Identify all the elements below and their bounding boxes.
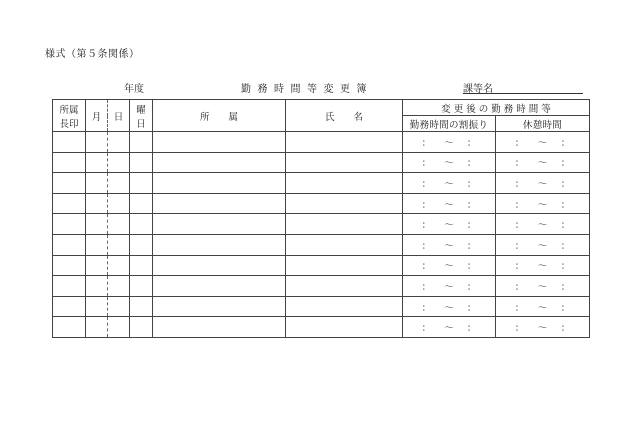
break-time-cell-range (496, 258, 589, 272)
time-colon: ： (514, 261, 525, 273)
work-time-cell[interactable] (403, 317, 496, 338)
break-time-cell[interactable] (496, 173, 590, 194)
table-row (53, 173, 590, 194)
time-colon: ： (466, 281, 477, 293)
weekday-cell[interactable] (130, 173, 153, 194)
day-cell[interactable] (108, 152, 130, 173)
header-work-time: 勤務時間の割振り (403, 116, 496, 132)
time-colon: ： (421, 220, 432, 232)
weekday-cell[interactable] (130, 132, 153, 153)
break-time-cell-range (496, 300, 589, 314)
time-colon: ： (560, 261, 571, 273)
weekday-cell[interactable] (130, 276, 153, 297)
name-cell[interactable] (286, 317, 403, 338)
name-cell[interactable] (286, 173, 403, 194)
table-row (53, 234, 590, 255)
affiliation-cell[interactable] (153, 276, 286, 297)
table-row (53, 276, 590, 297)
time-colon: ： (421, 137, 432, 149)
work-time-cell-range (403, 279, 495, 293)
day-cell[interactable] (108, 173, 130, 194)
affiliation-cell[interactable] (153, 152, 286, 173)
break-time-cell-range (496, 155, 589, 169)
month-cell[interactable] (86, 255, 108, 276)
name-cell[interactable] (286, 276, 403, 297)
day-cell[interactable] (108, 255, 130, 276)
time-colon: ： (514, 158, 525, 170)
month-cell[interactable] (86, 234, 108, 255)
time-range-tilde: 〜 (444, 178, 454, 190)
affiliation-cell[interactable] (153, 234, 286, 255)
break-time-cell[interactable] (496, 276, 590, 297)
time-range-tilde: 〜 (537, 240, 548, 252)
work-time-cell[interactable] (403, 214, 496, 235)
time-range-tilde: 〜 (537, 261, 548, 273)
chouin-cell[interactable] (53, 255, 86, 276)
time-range-tilde: 〜 (537, 323, 548, 335)
break-time-cell-range (496, 135, 589, 149)
work-time-cell-range (403, 135, 495, 149)
time-colon: ： (421, 158, 432, 170)
time-range-tilde: 〜 (444, 261, 454, 273)
chouin-cell[interactable] (53, 152, 86, 173)
work-time-cell[interactable] (403, 234, 496, 255)
name-cell[interactable] (286, 152, 403, 173)
work-time-cell-range (403, 258, 495, 272)
table-row (53, 132, 590, 153)
time-range-tilde: 〜 (444, 137, 454, 149)
time-colon: ： (421, 240, 432, 252)
table-row (53, 193, 590, 214)
time-colon: ： (421, 178, 432, 190)
month-cell[interactable] (86, 173, 108, 194)
department-label: 課等名 (463, 84, 493, 95)
month-cell[interactable] (86, 152, 108, 173)
break-time-cell[interactable] (496, 296, 590, 317)
work-time-cell[interactable] (403, 276, 496, 297)
work-time-cell[interactable] (403, 173, 496, 194)
work-time-cell[interactable] (403, 132, 496, 153)
time-colon: ： (560, 323, 571, 335)
work-time-cell[interactable] (403, 296, 496, 317)
table-row (53, 214, 590, 235)
month-cell[interactable] (86, 296, 108, 317)
time-range-tilde: 〜 (537, 302, 548, 314)
time-range-tilde: 〜 (537, 137, 548, 149)
chouin-cell[interactable] (53, 132, 86, 153)
work-time-cell-range (403, 217, 495, 231)
day-cell[interactable] (108, 317, 130, 338)
name-cell[interactable] (286, 255, 403, 276)
time-range-tilde: 〜 (444, 281, 454, 293)
time-range-tilde: 〜 (444, 240, 454, 252)
break-time-cell[interactable] (496, 234, 590, 255)
time-colon: ： (466, 199, 477, 211)
affiliation-cell[interactable] (153, 214, 286, 235)
time-colon: ： (560, 137, 571, 149)
break-time-cell-range (496, 279, 589, 293)
header-weekday-line2: 日 (136, 118, 146, 130)
time-colon: ： (421, 323, 432, 335)
weekday-cell[interactable] (130, 152, 153, 173)
time-colon: ： (560, 302, 571, 314)
header-weekday-line1: 曜 (136, 104, 146, 116)
header-day: 日 (108, 100, 130, 132)
weekday-cell[interactable] (130, 214, 153, 235)
name-cell[interactable] (286, 234, 403, 255)
time-colon: ： (560, 178, 571, 190)
header-chouin-line2: 長印 (59, 118, 79, 130)
day-cell[interactable] (108, 132, 130, 153)
header-name: 氏 名 (286, 100, 403, 132)
work-time-cell-range (403, 320, 495, 334)
time-range-tilde: 〜 (444, 323, 454, 335)
time-colon: ： (514, 323, 525, 335)
chouin-cell[interactable] (53, 317, 86, 338)
time-colon: ： (560, 158, 571, 170)
work-time-cell-range (403, 197, 495, 211)
time-colon: ： (560, 220, 571, 232)
time-colon: ： (514, 137, 525, 149)
time-colon: ： (514, 178, 525, 190)
table-row (53, 255, 590, 276)
time-colon: ： (560, 240, 571, 252)
time-colon: ： (466, 240, 477, 252)
header-weekday (130, 100, 153, 132)
time-range-tilde: 〜 (444, 302, 454, 314)
header-after-change: 変 更 後 の 勤 務 時 間 等 (403, 100, 590, 116)
chouin-cell[interactable] (53, 234, 86, 255)
header-chouin-line1: 所属 (59, 104, 79, 116)
break-time-cell[interactable] (496, 193, 590, 214)
header-break-time: 休憩時間 (496, 116, 590, 132)
time-colon: ： (466, 261, 477, 273)
time-colon: ： (421, 281, 432, 293)
time-colon: ： (466, 158, 477, 170)
chouin-cell[interactable] (53, 214, 86, 235)
register-body (53, 132, 590, 338)
header-affiliation: 所 属 (153, 100, 286, 132)
break-time-cell[interactable] (496, 214, 590, 235)
time-colon: ： (466, 178, 477, 190)
chouin-cell[interactable] (53, 276, 86, 297)
month-cell[interactable] (86, 193, 108, 214)
month-cell[interactable] (86, 317, 108, 338)
work-time-cell-range (403, 300, 495, 314)
time-colon: ： (466, 302, 477, 314)
month-cell[interactable] (86, 132, 108, 153)
break-time-cell-range (496, 320, 589, 334)
month-cell[interactable] (86, 214, 108, 235)
affiliation-cell[interactable] (153, 317, 286, 338)
weekday-cell[interactable] (130, 234, 153, 255)
time-colon: ： (421, 199, 432, 211)
work-time-cell-range (403, 155, 495, 169)
work-time-cell[interactable] (403, 193, 496, 214)
time-colon: ： (514, 281, 525, 293)
affiliation-cell[interactable] (153, 132, 286, 153)
break-time-cell-range (496, 217, 589, 231)
weekday-cell[interactable] (130, 255, 153, 276)
department-name-line[interactable] (463, 93, 583, 94)
time-range-tilde: 〜 (537, 178, 548, 190)
weekday-cell[interactable] (130, 193, 153, 214)
weekday-cell[interactable] (130, 317, 153, 338)
month-cell[interactable] (86, 276, 108, 297)
day-cell[interactable] (108, 234, 130, 255)
chouin-cell[interactable] (53, 173, 86, 194)
work-time-cell-range (403, 238, 495, 252)
weekday-cell[interactable] (130, 296, 153, 317)
break-time-cell[interactable] (496, 255, 590, 276)
time-colon: ： (421, 261, 432, 273)
affiliation-cell[interactable] (153, 296, 286, 317)
name-cell[interactable] (286, 214, 403, 235)
time-colon: ： (514, 220, 525, 232)
break-time-cell-range (496, 176, 589, 190)
time-colon: ： (560, 199, 571, 211)
break-time-cell[interactable] (496, 317, 590, 338)
time-range-tilde: 〜 (444, 158, 454, 170)
time-range-tilde: 〜 (537, 281, 548, 293)
day-cell[interactable] (108, 214, 130, 235)
table-row (53, 317, 590, 338)
chouin-cell[interactable] (53, 296, 86, 317)
name-cell[interactable] (286, 132, 403, 153)
work-time-cell-range (403, 176, 495, 190)
break-time-cell[interactable] (496, 152, 590, 173)
time-range-tilde: 〜 (537, 220, 548, 232)
break-time-cell-range (496, 197, 589, 211)
time-colon: ： (514, 302, 525, 314)
register-table (52, 99, 590, 338)
time-range-tilde: 〜 (444, 199, 454, 211)
time-colon: ： (560, 281, 571, 293)
table-row (53, 296, 590, 317)
year-label: 年度 (124, 84, 144, 95)
time-colon: ： (514, 199, 525, 211)
time-colon: ： (514, 240, 525, 252)
affiliation-cell[interactable] (153, 255, 286, 276)
time-colon: ： (466, 137, 477, 149)
affiliation-cell[interactable] (153, 173, 286, 194)
break-time-cell[interactable] (496, 132, 590, 153)
affiliation-cell[interactable] (153, 193, 286, 214)
form-number-label: 様式（第５条関係） (45, 49, 140, 60)
work-time-cell[interactable] (403, 255, 496, 276)
time-range-tilde: 〜 (537, 199, 548, 211)
day-cell[interactable] (108, 193, 130, 214)
day-cell[interactable] (108, 276, 130, 297)
break-time-cell-range (496, 238, 589, 252)
title-row (0, 80, 630, 94)
time-colon: ： (466, 220, 477, 232)
time-colon: ： (466, 323, 477, 335)
name-cell[interactable] (286, 296, 403, 317)
table-row (53, 152, 590, 173)
day-cell[interactable] (108, 296, 130, 317)
work-time-cell[interactable] (403, 152, 496, 173)
header-month: 月 (86, 100, 108, 132)
header-chouin (53, 100, 86, 132)
time-range-tilde: 〜 (444, 220, 454, 232)
name-cell[interactable] (286, 193, 403, 214)
time-colon: ： (421, 302, 432, 314)
time-range-tilde: 〜 (537, 158, 548, 170)
document-title: 勤務時間等変更簿 (241, 84, 373, 95)
chouin-cell[interactable] (53, 193, 86, 214)
